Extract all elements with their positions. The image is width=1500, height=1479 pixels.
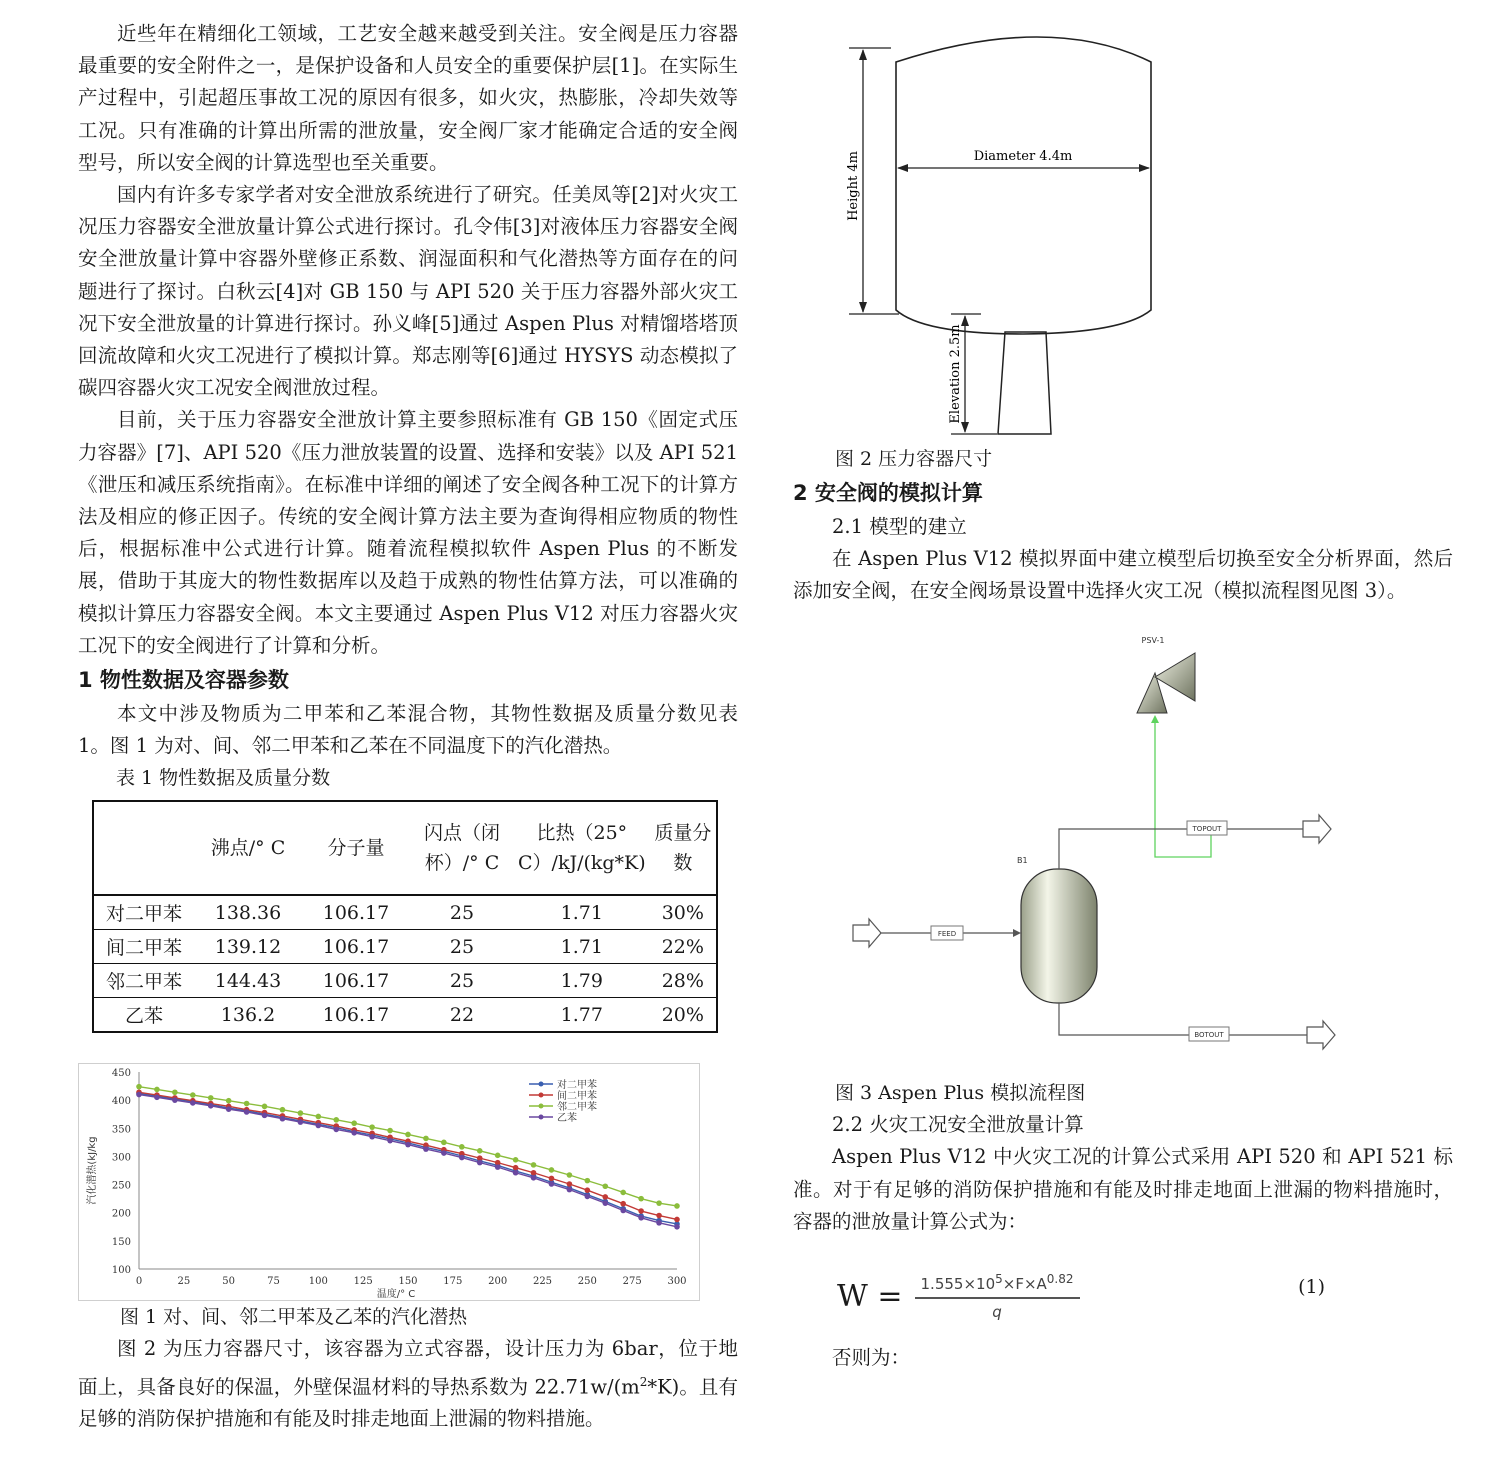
y-tick-label: 100: [111, 1265, 131, 1277]
data-point: [585, 1194, 591, 1200]
paragraph-vessel: [78, 1333, 738, 1435]
data-point: [531, 1163, 537, 1169]
diameter-label: Diameter 4.4m: [973, 149, 1073, 164]
y-tick-label: 300: [111, 1152, 131, 1164]
x-tick-label: 225: [532, 1276, 553, 1288]
data-point: [602, 1195, 608, 1201]
elevation-label: Elevation 2.5m: [948, 324, 963, 424]
relief-stream-line: [1155, 717, 1211, 857]
data-point: [387, 1128, 393, 1134]
arrow-head-icon: [1151, 715, 1159, 723]
data-point: [172, 1098, 178, 1104]
table-cell: 1.77: [514, 998, 650, 1033]
table-header-cell: 闪点（闭杯）/° C: [410, 801, 514, 895]
table-header-row: [93, 801, 717, 895]
paragraph-intro: 近些年在精细化工领域，工艺安全越来越受到关注。安全阀是压力容器最重要的安全附件之一，是保护设备和人员安全的重要保护层[1]。在实际生产过程中，引起超压事故工况的原因有很多，如火灾，热膨胀，冷却失效等工况。只有准确的计算出所需的泄放量，安全阀厂家才能确定合适的安全阀型号，所以安全阀的计算选型也至关重要。: [78, 22, 738, 174]
y-tick-label: 450: [111, 1068, 131, 1080]
y-tick-label: 400: [111, 1096, 131, 1108]
section-heading-1: 1 物性数据及容器参数: [78, 668, 289, 693]
table-caption: 表 1 物性数据及质量分数: [116, 767, 331, 790]
section-heading-2: 2 安全阀的模拟计算: [793, 481, 983, 505]
data-point: [638, 1215, 644, 1221]
legend-marker: [539, 1082, 544, 1087]
table-cell: 25: [410, 964, 514, 998]
table-row: [93, 895, 717, 930]
legend-marker: [539, 1093, 544, 1098]
equation-1: [793, 1256, 1453, 1336]
table-cell: 25: [410, 895, 514, 930]
legend-marker: [539, 1104, 544, 1109]
vessel-block-icon: [1021, 869, 1097, 1003]
data-point: [441, 1151, 447, 1157]
legend-label: 间二甲苯: [557, 1091, 597, 1103]
table-cell: 106.17: [302, 930, 410, 964]
table-cell: 20%: [650, 998, 717, 1033]
paragraph-review: 国内有许多专家学者对安全泄放系统进行了研究。任美凤等[2]对火灾工况压力容器安全泄放量计算公式进行探讨。孔令伟[3]对液体压力容器安全阀安全泄放量计算中容器外壁修正系数、润湿面积和气化潜热等方面存在的问题进行了探讨。白秋云[4]对 GB 150 与 API 520 关于压力容器外部火灾工况下安全泄放量的计算进行探讨。孙义峰[5]通过 Aspen Plus 对精馏塔塔顶回流故障和火灾工况进行了模拟计算。郑志刚等[6]通过 HYSYS 动态模拟了碳四容器火灾工况安全阀泄放过程。: [78, 183, 738, 400]
data-point: [531, 1175, 537, 1181]
data-point: [298, 1120, 304, 1126]
x-axis-label: 温度/° C: [376, 1289, 416, 1301]
table-cell: 1.71: [514, 930, 650, 964]
data-point: [549, 1182, 555, 1188]
table-cell: 25: [410, 930, 514, 964]
table-cell: 106.17: [302, 895, 410, 930]
data-point: [620, 1201, 626, 1207]
arrow-head-icon: [859, 302, 867, 313]
data-point: [477, 1148, 483, 1154]
feed-arrow-icon: [853, 919, 881, 947]
data-point: [585, 1178, 591, 1184]
paragraph-otherwise: 否则为：: [832, 1346, 911, 1370]
data-point: [244, 1101, 250, 1107]
data-point: [316, 1123, 322, 1129]
vessel-text-a: 图 2 为压力容器尺寸，该容器为立式容器，设计压力为 6bar，位于地面上，具备良好的保温，外壁保温材料的导热系数为 22.71w/(m: [78, 1337, 738, 1399]
x-tick-label: 250: [577, 1276, 597, 1288]
data-point: [190, 1101, 196, 1107]
data-point: [638, 1209, 644, 1215]
x-tick-label: 275: [622, 1276, 642, 1288]
data-point: [226, 1107, 232, 1113]
x-tick-label: 25: [177, 1276, 191, 1288]
block-label: B1: [1017, 856, 1028, 866]
product-arrow-icon: [1303, 815, 1331, 843]
height-label: Height 4m: [846, 151, 861, 221]
data-point: [620, 1190, 626, 1196]
data-point: [154, 1087, 160, 1093]
right-column: [793, 18, 1453, 1374]
latent-heat-chart: [78, 1063, 700, 1301]
table-cell: 106.17: [302, 998, 410, 1033]
data-point: [441, 1140, 447, 1146]
arrow-head-icon: [859, 49, 867, 60]
support-skirt: [998, 332, 1051, 434]
equation-denominator: q: [992, 1302, 1002, 1321]
data-point: [477, 1160, 483, 1166]
legend-marker: [539, 1115, 544, 1120]
table-cell: 30%: [650, 895, 717, 930]
table-row: [93, 930, 717, 964]
data-point: [333, 1127, 339, 1133]
table-cell: 1.79: [514, 964, 650, 998]
data-point: [567, 1187, 573, 1193]
x-tick-label: 150: [398, 1276, 418, 1288]
topout-label: TOPOUT: [1192, 825, 1222, 834]
data-point: [405, 1132, 411, 1138]
y-tick-label: 350: [111, 1124, 131, 1136]
table-header-cell: 沸点/° C: [194, 801, 302, 895]
y-tick-label: 150: [111, 1237, 131, 1249]
figure2-caption: 图 2 压力容器尺寸: [835, 448, 993, 470]
subsection-2-1: 2.1 模型的建立: [832, 515, 967, 538]
y-tick-label: 200: [111, 1209, 131, 1221]
botout-label: BOTOUT: [1194, 1031, 1224, 1040]
data-point: [262, 1104, 268, 1110]
topout-stream-line: [1059, 829, 1303, 869]
table-cell: 28%: [650, 964, 717, 998]
table-header-cell: [93, 801, 194, 895]
x-tick-label: 200: [488, 1276, 508, 1288]
table-cell: 22: [410, 998, 514, 1033]
legend-label: 邻二甲苯: [557, 1102, 597, 1114]
data-point: [298, 1111, 304, 1117]
process-flow-diagram: [793, 607, 1453, 1077]
table-cell: 139.12: [194, 930, 302, 964]
data-point: [567, 1173, 573, 1179]
x-tick-label: 300: [667, 1276, 687, 1288]
paragraph-materials: 本文中涉及物质为二甲苯和乙苯混合物，其物性数据及质量分数见表 1。图 1 为对、间、邻二甲苯和乙苯在不同温度下的汽化潜热。: [78, 702, 738, 758]
x-tick-label: 0: [135, 1276, 143, 1288]
table-header-cell: 分子量: [302, 801, 410, 895]
data-point: [602, 1184, 608, 1190]
vessel-dimension-figure: [793, 18, 1453, 443]
data-point: [656, 1221, 662, 1227]
x-tick-label: 75: [267, 1276, 280, 1288]
paragraph-formula: Aspen Plus V12 中火灾工况的计算公式采用 API 520 和 API 521 标准。对于有足够的消防保护措施和有能及时排走地面上泄漏的物料措施时，容器的泄放量计算公式为：: [793, 1145, 1453, 1233]
data-point: [262, 1113, 268, 1119]
data-point: [405, 1142, 411, 1148]
table-cell: 1.71: [514, 895, 650, 930]
data-point: [531, 1170, 537, 1176]
data-point: [208, 1103, 214, 1109]
arrow-head-icon: [1139, 164, 1150, 172]
table-cell: 22%: [650, 930, 717, 964]
feed-label: FEED: [937, 930, 957, 939]
equation-number: (1): [1298, 1276, 1325, 1299]
equation-exponent: 5: [995, 1271, 1003, 1286]
property-table: [92, 800, 718, 1033]
x-tick-label: 125: [353, 1276, 373, 1288]
data-point: [208, 1096, 214, 1102]
data-point: [280, 1107, 286, 1113]
table-cell: 乙苯: [93, 998, 194, 1033]
equation-fraction: [915, 1272, 1080, 1321]
data-point: [674, 1224, 680, 1230]
data-point: [513, 1170, 519, 1176]
psv-label: PSV-1: [1141, 636, 1165, 646]
data-point: [674, 1217, 680, 1223]
table-cell: 138.36: [194, 895, 302, 930]
vessel-outline: [896, 37, 1151, 334]
data-point: [154, 1095, 160, 1101]
table-cell: 邻二甲苯: [93, 964, 194, 998]
data-point: [351, 1130, 357, 1136]
data-point: [459, 1145, 465, 1151]
safety-valve-icon: [1137, 653, 1195, 713]
table-cell: 106.17: [302, 964, 410, 998]
vessel-text-b: *K)。且有足够的消防保护措施和有能及时排走地面上泄漏的物料措施。: [78, 1375, 738, 1431]
x-tick-label: 100: [308, 1276, 328, 1288]
equation-numerator: [915, 1272, 1080, 1299]
x-tick-label: 175: [443, 1276, 463, 1288]
figure1-caption: 图 1 对、间、邻二甲苯及乙苯的汽化潜热: [120, 1306, 468, 1329]
x-tick-label: 50: [222, 1276, 236, 1288]
data-point: [172, 1090, 178, 1096]
data-point: [549, 1176, 555, 1182]
data-point: [387, 1138, 393, 1144]
data-point: [333, 1118, 339, 1124]
paragraph-model: 在 Aspen Plus V12 模拟界面中建立模型后切换至安全分析界面，然后添加安全阀，在安全阀场景设置中选择火灾工况（模拟流程图见图 3）。: [793, 547, 1453, 603]
data-point: [638, 1196, 644, 1202]
equation-exponent: 0.82: [1046, 1271, 1074, 1286]
data-point: [136, 1084, 142, 1090]
data-point: [369, 1125, 375, 1131]
botout-stream-line: [1059, 1003, 1307, 1035]
table-row: [93, 964, 717, 998]
legend-label: 乙苯: [557, 1113, 577, 1125]
table-row: [93, 998, 717, 1033]
equation-num-part: 1.555×10: [920, 1274, 996, 1293]
y-tick-label: 250: [111, 1181, 131, 1193]
product-arrow-icon: [1307, 1021, 1335, 1049]
y-axis-label: 汽化潜热(kJ/kg: [87, 1136, 98, 1206]
table-cell: 间二甲苯: [93, 930, 194, 964]
data-point: [423, 1136, 429, 1142]
legend-label: 对二甲苯: [557, 1080, 597, 1092]
table-header-cell: 比热（25° C）/kJ/(kg*K): [514, 801, 650, 895]
paragraph-standards: 目前，关于压力容器安全泄放计算主要参照标准有 GB 150《固定式压力容器》[7]、API 520《压力泄放装置的设置、选择和安装》以及 API 521《泄压和减压系统指南》。在标准中详细的阐述了安全阀各种工况下的计算方法及相应的修正因子。传统的安全阀计算方法主要为查询得相应物质的物性后，根据标准中公式进行计算。随着流程模拟软件 Aspen Plus 的不断发展，借助于其庞大的物性数据库以及趋于成熟的物性估算方法，可以准确的模拟计算压力容器安全阀。本文主要通过 Aspen Plus V12 对压力容器火灾工况下的安全阀进行了计算和分析。: [78, 408, 738, 657]
data-point: [674, 1204, 680, 1210]
data-point: [136, 1092, 142, 1098]
data-point: [280, 1116, 286, 1122]
table-header-cell: 质量分数: [650, 801, 717, 895]
data-point: [620, 1208, 626, 1214]
data-point: [585, 1188, 591, 1194]
data-point: [190, 1093, 196, 1099]
series-line: [139, 1095, 677, 1227]
arrow-head-icon: [1013, 929, 1021, 937]
data-point: [513, 1165, 519, 1171]
data-point: [226, 1098, 232, 1104]
data-point: [495, 1165, 501, 1171]
equation-num-part: ×F×A: [1002, 1274, 1047, 1293]
data-point: [549, 1168, 555, 1174]
data-point: [495, 1153, 501, 1159]
table-cell: 144.43: [194, 964, 302, 998]
table-cell: 对二甲苯: [93, 895, 194, 930]
chart-svg: [79, 1064, 699, 1300]
data-point: [369, 1134, 375, 1140]
data-point: [602, 1201, 608, 1207]
figure3-caption: 图 3 Aspen Plus 模拟流程图: [835, 1082, 1086, 1105]
data-point: [316, 1114, 322, 1120]
data-point: [656, 1213, 662, 1219]
data-point: [513, 1157, 519, 1163]
arrow-head-icon: [961, 315, 969, 326]
arrow-head-icon: [897, 164, 908, 172]
table-cell: 136.2: [194, 998, 302, 1033]
data-point: [567, 1182, 573, 1188]
left-column: [78, 18, 738, 1436]
vessel-superscript: 2: [639, 1374, 648, 1389]
data-point: [244, 1110, 250, 1116]
equation-lhs: W =: [837, 1278, 903, 1314]
subsection-2-2: 2.2 火灾工况安全泄放量计算: [832, 1113, 1084, 1137]
data-point: [656, 1201, 662, 1207]
data-point: [351, 1121, 357, 1127]
data-point: [423, 1147, 429, 1153]
data-point: [459, 1155, 465, 1161]
